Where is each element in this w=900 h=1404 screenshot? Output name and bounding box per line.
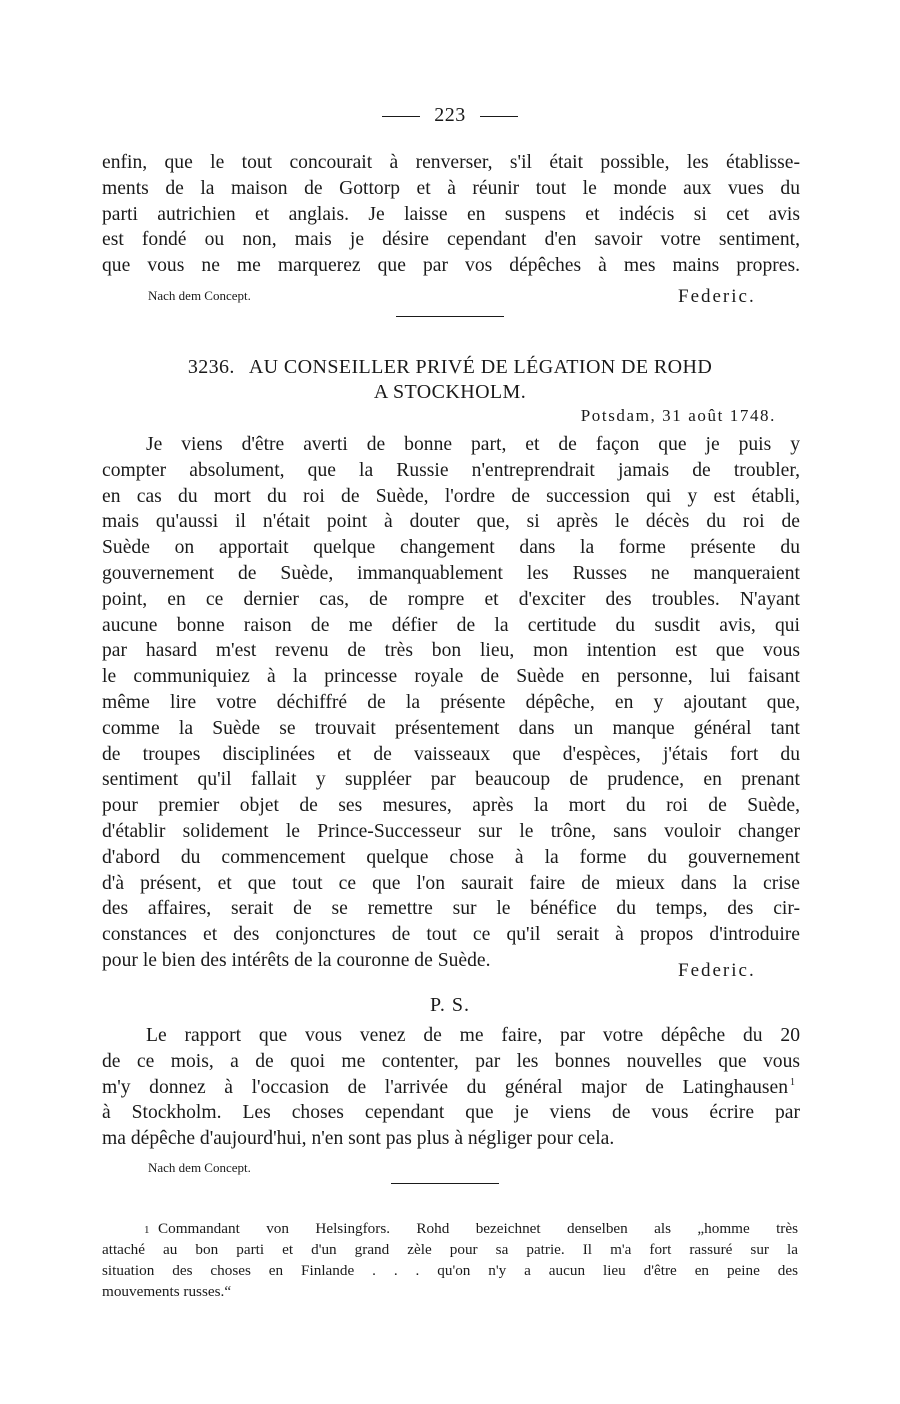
separator-rule xyxy=(396,316,504,317)
text-line: Je viens d'être averti de bonne part, et de façon que je puis y xyxy=(146,434,800,455)
footnote-line: mouvements russes.“ xyxy=(102,1283,232,1300)
text-line: de troupes disciplinées et de vaisseaux que d'espèces, j'étais fort du xyxy=(102,743,800,765)
text-line: constances et des conjonctures de tout ce qu'il serait à propos d'introduire xyxy=(102,924,800,946)
footnote-marker: 1 xyxy=(144,1224,150,1236)
header-dash-left xyxy=(382,116,420,117)
text-line: en cas du mort du roi de Suède, l'ordre de succession qui y est établi, xyxy=(102,485,800,507)
footnote-line: attaché au bon parti et d'un grand zèle pour sa patrie. Il m'a fort rassuré sur la xyxy=(102,1241,798,1258)
text-line: que vous ne me marquerez que par vos dépêches à mes mains propres. xyxy=(102,255,800,277)
signature: Federic. xyxy=(678,960,756,981)
text-line: point, en ce dernier cas, de rompre et d'exciter des troubles. N'ayant xyxy=(102,588,800,610)
text-line: des affaires, serait de se remettre sur le bénéfice du temps, des cir- xyxy=(102,898,800,920)
source-note: Nach dem Concept. xyxy=(148,1160,251,1175)
text-line: par hasard m'est revenu de très bon lieu, mon intention est que vous xyxy=(102,640,800,662)
letter-body xyxy=(102,432,800,974)
separator-rule xyxy=(391,1183,499,1184)
header-dash-right xyxy=(480,116,518,117)
text-line: Suède on apportait quelque changement dans la forme présente du xyxy=(102,537,800,559)
text-line: Le rapport que vous venez de me faire, par votre dépêche du 20 xyxy=(146,1025,800,1046)
page-header xyxy=(0,104,900,127)
text-line: compter absolument, que la Russie n'entreprendrait jamais de troubler, xyxy=(102,459,800,481)
text-line: le communiquiez à la princesse royale de Suède en personne, lui faisant xyxy=(102,666,800,688)
text-line: même lire votre déchiffré de la présente dépêche, en y ajoutant que, xyxy=(102,691,800,713)
text-line: pour premier objet de ses mesures, après la mort du roi de Suède, xyxy=(102,795,800,817)
text-line-content: m'y donnez à l'occasion de l'arrivée du général major de Latinghausen xyxy=(102,1076,788,1098)
text-line xyxy=(102,1075,788,1101)
text-line: sentiment qu'il fallait y suppléer par beaucoup de prudence, en prenant xyxy=(102,769,800,791)
footnote-reference: 1 xyxy=(790,1077,795,1088)
text-line: ma dépêche d'aujourd'hui, n'en sont pas plus à négliger pour cela. xyxy=(102,1128,615,1150)
text-line: d'à présent, et que tout ce que l'on saurait faire de mieux dans la crise xyxy=(102,872,800,894)
footnote-line xyxy=(102,1218,798,1239)
letter-number: 3236. xyxy=(187,356,235,378)
footnote xyxy=(102,1218,798,1302)
letter-heading-line2: A STOCKHOLM. xyxy=(373,381,527,403)
page-number: 223 xyxy=(434,104,466,126)
text-line: est fondé ou non, mais je désire cependant d'en savoir votre sentiment, xyxy=(102,229,800,251)
text-line: aucune bonne raison de me défier de la certitude du susdit avis, qui xyxy=(102,614,800,636)
continuation-text xyxy=(102,150,800,279)
letter-heading xyxy=(0,354,900,380)
text-line: ments de la maison de Gottorp et à réunir tout le monde aux vues du xyxy=(102,177,800,199)
source-note: Nach dem Concept. xyxy=(148,288,251,303)
text-line: d'établir solidement le Prince-Successeur sur le trône, sans vouloir changer xyxy=(102,820,800,842)
footnote-line: situation des choses en Finlande . . . qu'on n'y a aucun lieu d'être en peine des xyxy=(102,1262,798,1279)
text-line: mais qu'aussi il n'était point à douter que, si après le décès du roi de xyxy=(102,511,800,533)
text-line: parti autrichien et anglais. Je laisse en suspens et indécis si cet avis xyxy=(102,203,800,225)
signature: Federic. xyxy=(678,286,756,307)
text-line: comme la Suède se trouvait présentement dans un manque général tant xyxy=(102,717,800,739)
dateline: Potsdam, 31 août 1748. xyxy=(580,406,776,425)
footnote-line-content: Commandant von Helsingfors. Rohd bezeichnet denselben als „homme très xyxy=(158,1220,798,1237)
ps-heading: P. S. xyxy=(429,994,471,1016)
letter-title-line1: AU CONSEILLER PRIVÉ DE LÉGATION DE ROHD xyxy=(248,356,713,378)
ps-body xyxy=(102,1023,800,1152)
text-line: de ce mois, a de quoi me contenter, par les bonnes nouvelles que vous xyxy=(102,1050,800,1072)
text-line: pour le bien des intérêts de la couronne de Suède. xyxy=(102,949,491,971)
text-line: gouvernement de Suède, immanquablement les Russes ne manqueraient xyxy=(102,562,800,584)
text-line: à Stockholm. Les choses cependant que je viens de vous écrire par xyxy=(102,1102,800,1124)
text-line: d'abord du commencement quelque chose à la forme du gouvernement xyxy=(102,846,800,868)
text-line: enfin, que le tout concourait à renverser, s'il était possible, les établisse- xyxy=(102,152,800,173)
